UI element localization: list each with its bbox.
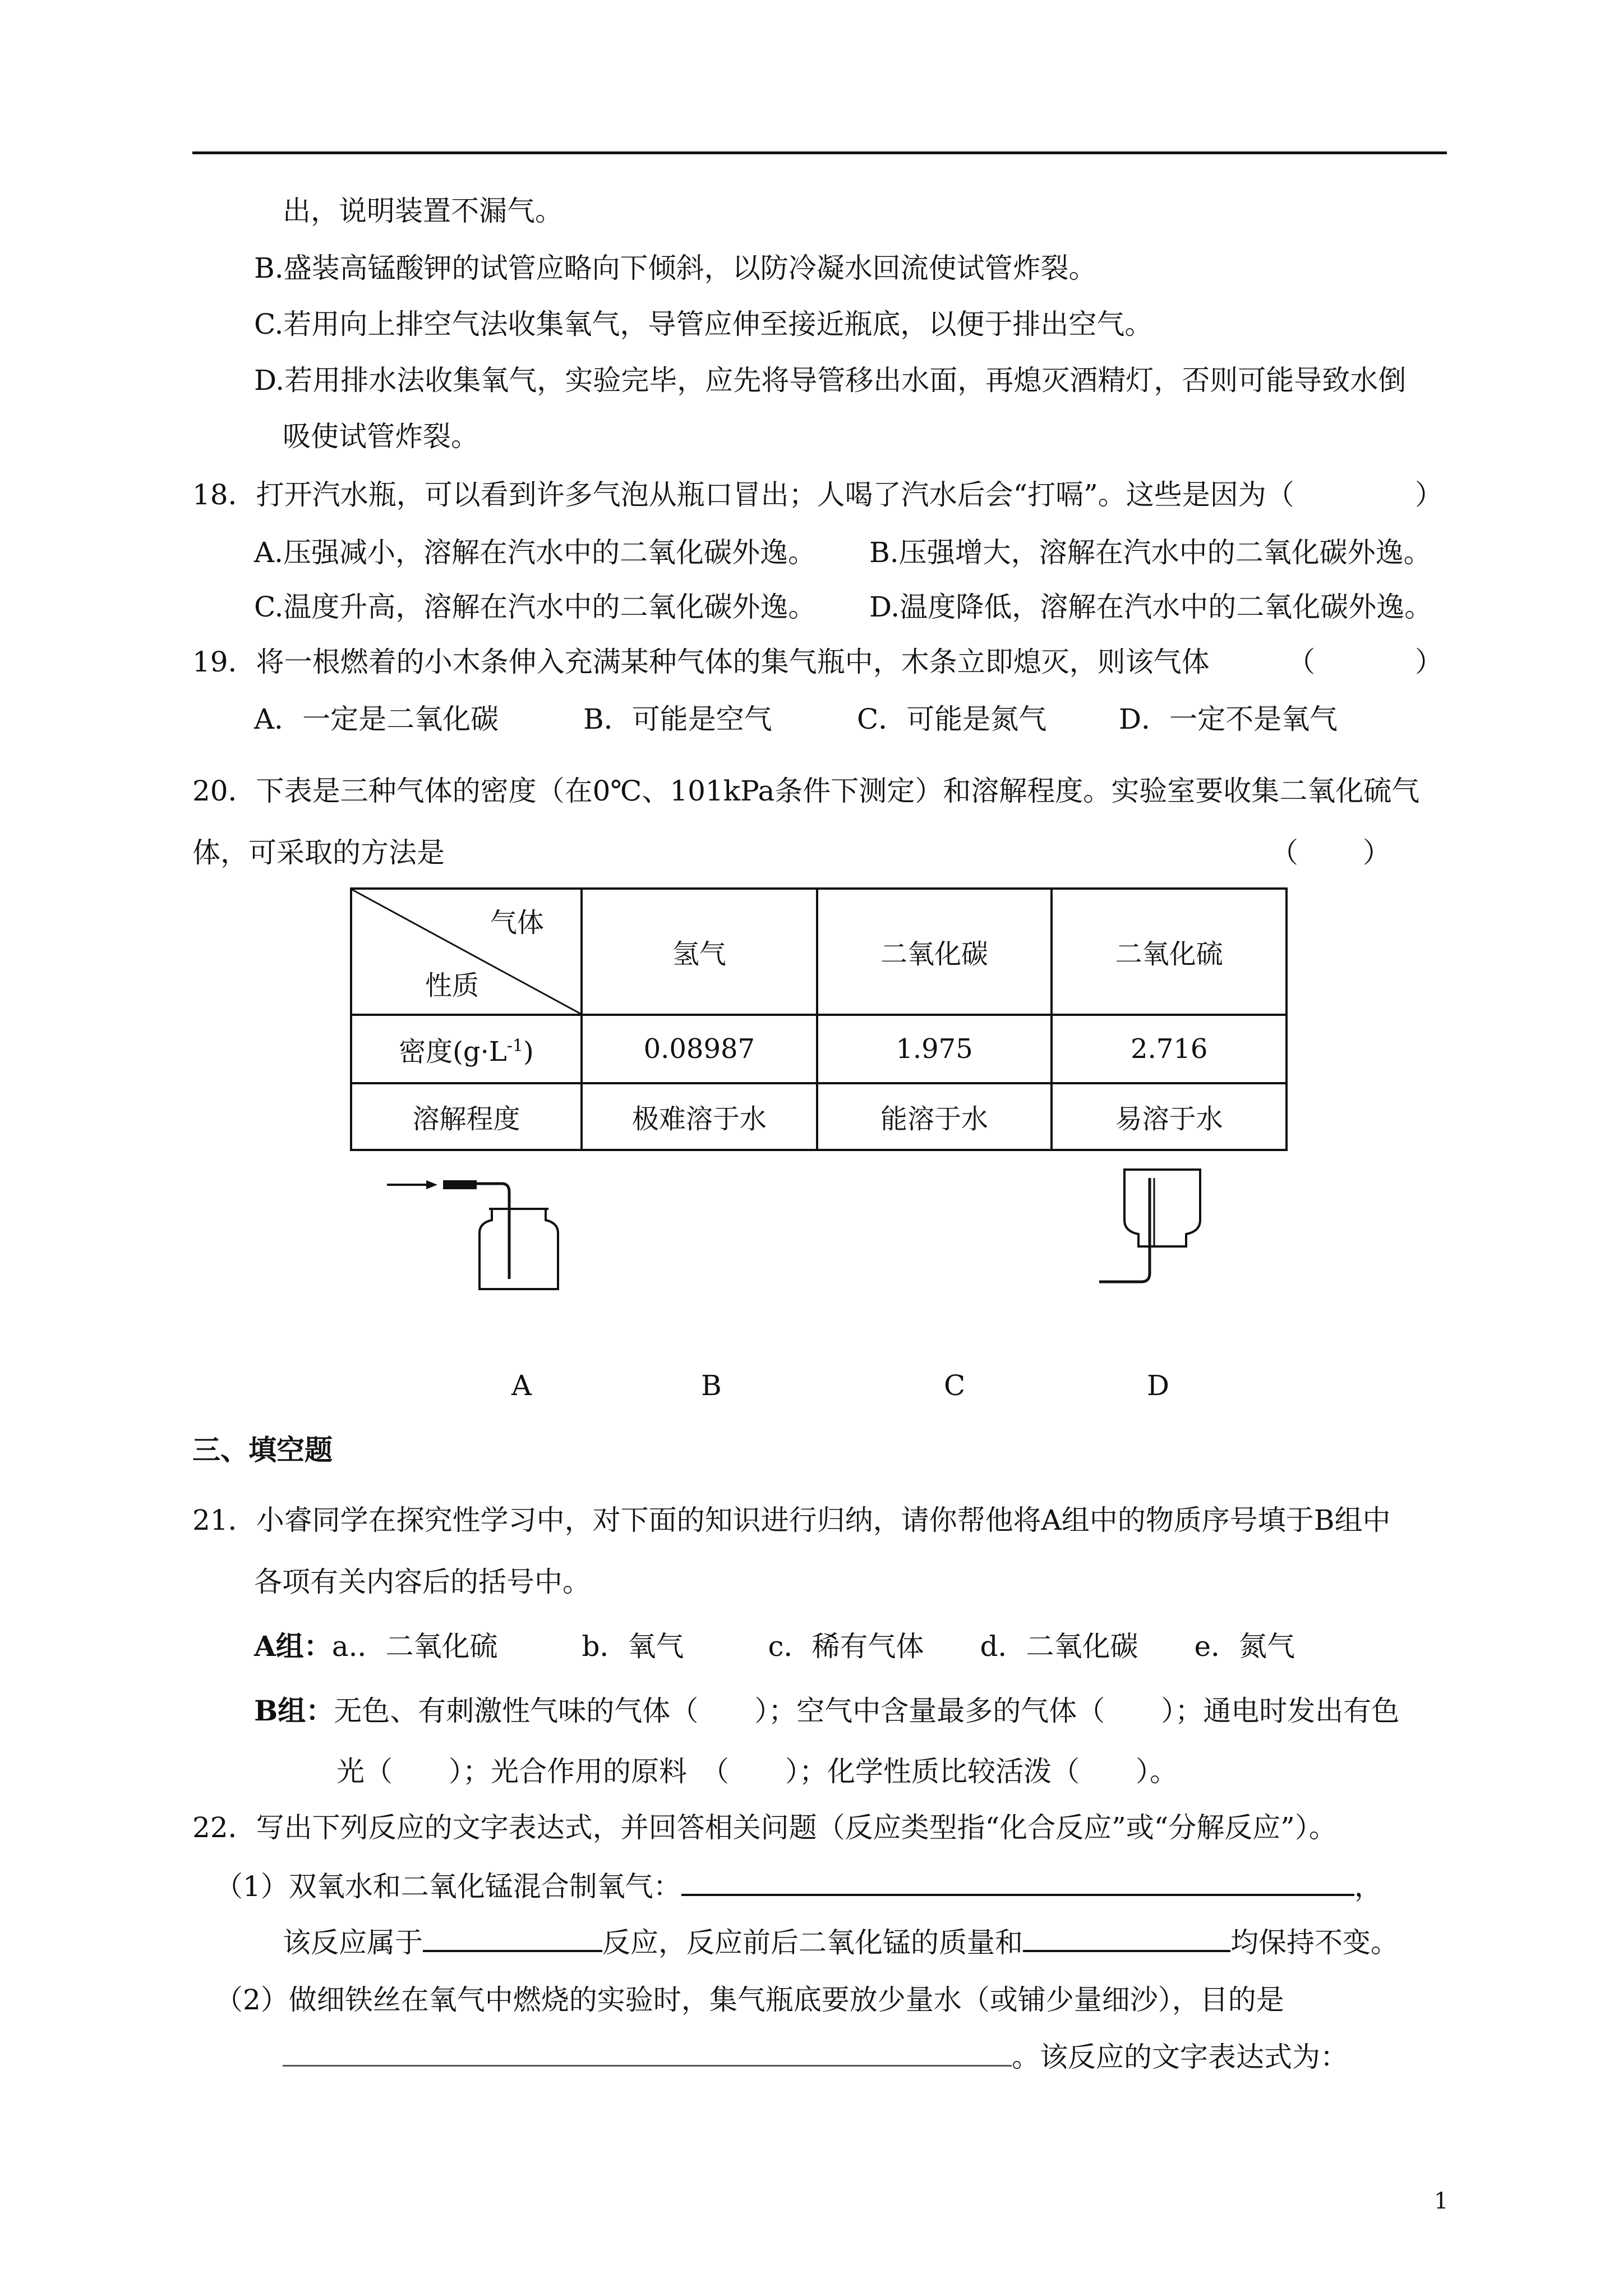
answer-blank-purpose[interactable] xyxy=(283,2039,1012,2067)
q22-part1-comma: ， xyxy=(1354,1870,1382,1903)
header-hydrogen: 氢气 xyxy=(582,889,817,1015)
q22-part1-line2 xyxy=(283,1924,1399,1959)
option-label-d: D xyxy=(1147,1369,1170,1402)
solubility-sulfur-dioxide: 易溶于水 xyxy=(1052,1083,1287,1150)
density-sulfur-dioxide: 2.716 xyxy=(1052,1015,1287,1083)
q22-part1-text-b: 反应，反应前后二氧化锰的质量和 xyxy=(602,1926,1023,1959)
q19-option-d: D．一定不是氧气 xyxy=(1119,703,1338,735)
corner-label-property: 性质 xyxy=(425,970,479,1001)
solubility-label: 溶解程度 xyxy=(351,1083,582,1150)
density-carbon-dioxide: 1.975 xyxy=(817,1015,1052,1083)
q20-stem-line2: 体，可采取的方法是 xyxy=(192,836,445,869)
table-corner-cell xyxy=(351,889,582,1015)
option-label-b: B xyxy=(701,1369,722,1402)
q22-part1-text-c: 均保持不变。 xyxy=(1230,1926,1399,1959)
q22-part2-end: 。该反应的文字表达式为： xyxy=(1012,2041,1348,2073)
q18-option-c: C.温度升高，溶解在汽水中的二氧化碳外逸。 xyxy=(254,591,817,623)
density-label-cell xyxy=(351,1015,582,1083)
group-a-items: a.．二氧化硫 b．氧气 c．稀有气体 d．二氧化碳 e．氮气 xyxy=(331,1630,1295,1663)
q18-paren-close: ） xyxy=(1415,478,1443,511)
header-rule xyxy=(192,151,1447,154)
line-continuation: 出，说明装置不漏气。 xyxy=(283,195,563,227)
q21-group-b-line1 xyxy=(254,1694,1399,1728)
density-superscript: -1 xyxy=(506,1036,523,1056)
q19-option-a: A．一定是二氧化碳 xyxy=(254,703,499,735)
q22-stem: 22．写出下列反应的文字表达式，并回答相关问题（反应类型指“化合反应”或“分解反应”）。 xyxy=(192,1811,1337,1844)
option-d-line: D.若用排水法收集氧气，实验完毕，应先将导管移出水面，再熄灭酒精灯，否则可能导致水倒 xyxy=(254,364,1407,397)
q18-stem: 18．打开汽水瓶，可以看到许多气泡从瓶口冒出；人喝了汽水后会“打嗝”。这些是因为（ xyxy=(192,478,1294,511)
q19-stem: 19．将一根燃着的小木条伸入充满某种气体的集气瓶中，木条立即熄灭，则该气体 xyxy=(192,646,1210,678)
table-header-row xyxy=(351,889,1287,1015)
density-label-close: ) xyxy=(523,1036,534,1068)
density-label: 密度(g·L xyxy=(399,1036,507,1068)
apparatus-a-upward-air-bottle xyxy=(381,1167,583,1296)
table-row-density xyxy=(351,1015,1287,1083)
answer-blank-reaction-type[interactable] xyxy=(423,1924,602,1952)
solubility-hydrogen: 极难溶于水 xyxy=(582,1083,817,1150)
group-b-label: B组： xyxy=(254,1694,334,1727)
page-number: 1 xyxy=(1434,2188,1449,2214)
option-label-a: A xyxy=(511,1369,532,1402)
table-row-solubility xyxy=(351,1083,1287,1150)
q18-option-d: D.温度降低，溶解在汽水中的二氧化碳外逸。 xyxy=(869,591,1433,623)
density-hydrogen: 0.08987 xyxy=(582,1015,817,1083)
q22-part2: （2）做细铁丝在氧气中燃烧的实验时，集气瓶底要放少量水（或铺少量细沙），目的是 xyxy=(215,1984,1284,2016)
q18-option-a: A.压强减小，溶解在汽水中的二氧化碳外逸。 xyxy=(254,536,817,569)
answer-blank-equation-1[interactable] xyxy=(681,1868,1354,1896)
answer-blank-unchanged-property[interactable] xyxy=(1023,1924,1230,1952)
q19-option-b: B．可能是空气 xyxy=(583,703,772,735)
q22-part1-text-a: 该反应属于 xyxy=(283,1926,423,1959)
q18-option-b: B.压强增大，溶解在汽水中的二氧化碳外逸。 xyxy=(869,536,1432,569)
q21-stem-line2: 各项有关内容后的括号中。 xyxy=(254,1566,591,1598)
q20-stem-line1: 20．下表是三种气体的密度（在0℃、101kPa条件下测定）和溶解程度。实验室要收集二氧化硫气 xyxy=(192,775,1420,807)
section-title: 三、填空题 xyxy=(192,1433,333,1466)
option-b-line: B.盛装高锰酸钾的试管应略向下倾斜，以防冷凝水回流使试管炸裂。 xyxy=(254,252,1097,284)
apparatus-d-inverted-bottle xyxy=(1094,1161,1234,1301)
q20-paren-open: （ xyxy=(1270,836,1298,869)
option-c-line: C.若用向上排空气法收集氧气，导管应伸至接近瓶底，以便于排出空气。 xyxy=(254,308,1153,341)
q19-option-c: C．可能是氮气 xyxy=(857,703,1047,735)
q21-group-b-line2: 光（ ）；光合作用的原料 （ ）；化学性质比较活泼（ ）。 xyxy=(336,1755,1178,1788)
option-d-continuation: 吸使试管炸裂。 xyxy=(283,420,479,453)
q22-part1 xyxy=(215,1868,1382,1903)
q19-paren-close: ） xyxy=(1415,646,1443,678)
group-b-text: 无色、有刺激性气味的气体（ ）；空气中含量最多的气体（ ）；通电时发出有色 xyxy=(334,1695,1400,1727)
q21-stem-line1: 21．小睿同学在探究性学习中，对下面的知识进行归纳，请你帮他将A组中的物质序号填于B组中 xyxy=(192,1504,1391,1536)
gas-property-table xyxy=(350,887,1288,1151)
q20-paren-close: ） xyxy=(1363,836,1391,869)
q22-part1-label: （1）双氧水和二氧化锰混合制氧气： xyxy=(215,1870,681,1903)
option-label-c: C xyxy=(944,1369,966,1402)
header-sulfur-dioxide: 二氧化硫 xyxy=(1052,889,1287,1015)
solubility-carbon-dioxide: 能溶于水 xyxy=(817,1083,1052,1150)
q22-part2-line2 xyxy=(283,2039,1348,2074)
corner-label-gas: 气体 xyxy=(490,907,544,938)
q19-paren-open: （ xyxy=(1287,646,1315,678)
group-a-label: A组： xyxy=(254,1630,332,1663)
q21-group-a xyxy=(254,1630,1295,1663)
header-carbon-dioxide: 二氧化碳 xyxy=(817,889,1052,1015)
